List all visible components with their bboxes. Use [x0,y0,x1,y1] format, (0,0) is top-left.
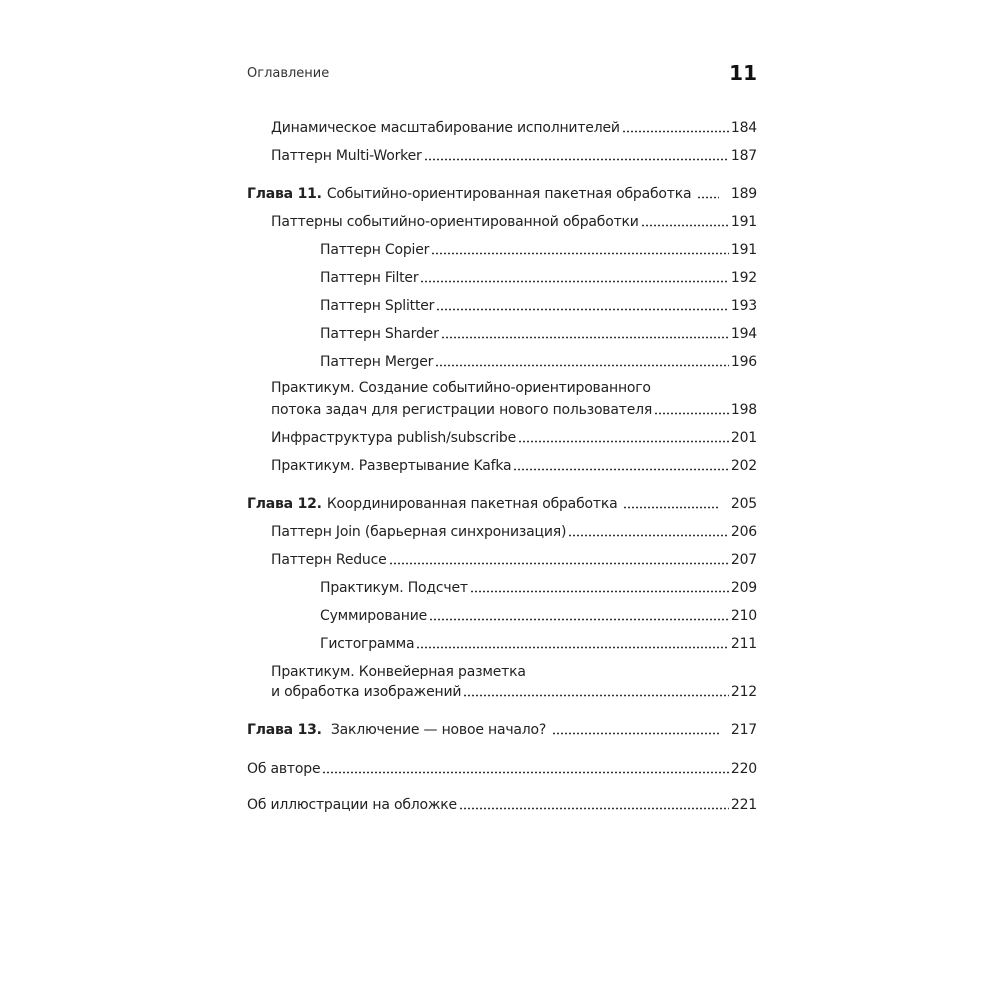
toc-entry[interactable] [271,118,757,138]
toc-entry[interactable] [320,268,757,288]
entry-page: 201 [730,430,757,446]
entry-title: Практикум. Подсчет [320,580,468,596]
dot-leader [322,771,729,774]
entry-page: 191 [730,242,757,258]
entry-page: 193 [730,298,757,314]
dot-leader [429,618,729,621]
entry-title: Событийно-ориентированная пакетная обработка [326,186,692,202]
toc-chapter-12[interactable] [247,494,757,514]
toc-entry[interactable] [271,428,757,448]
entry-title-line1: Практикум. Конвейерная разметка [271,664,526,680]
toc-entry[interactable] [271,212,757,232]
entry-page: 220 [730,761,757,777]
toc-entry[interactable] [320,634,757,654]
dot-leader [470,590,729,593]
entry-page: 196 [730,354,757,370]
toc-entry[interactable] [320,324,757,344]
chapter-label: Глава 13. [247,722,322,738]
entry-title: Суммирование [320,608,428,624]
entry-page: 221 [730,797,757,813]
entry-page: 210 [730,608,757,624]
entry-page: 198 [730,402,757,418]
entry-page: 205 [730,496,757,512]
toc-entry[interactable] [271,378,757,420]
chapter-label: Глава 12. [247,496,322,512]
toc-entry[interactable] [247,759,757,779]
entry-page: 194 [730,326,757,342]
entry-title: Паттерн Multi-Worker [271,148,422,164]
dot-leader [435,364,729,367]
dot-leader [568,534,729,537]
toc-entry[interactable] [320,606,757,626]
dot-leader [641,224,729,227]
toc-entry[interactable] [320,578,757,598]
toc-entry[interactable] [320,296,757,316]
dot-leader [459,807,729,810]
dot-leader [441,336,729,339]
toc-chapter-13[interactable] [247,720,757,740]
dot-leader [513,468,729,471]
toc-entry[interactable] [271,662,757,702]
entry-title: Гистограмма [320,636,415,652]
entry-page: 211 [730,636,757,652]
dot-leader [654,412,729,415]
dot-leader [623,506,718,509]
dot-leader [436,308,729,311]
toc-entry[interactable] [271,456,757,476]
dot-leader [416,646,728,649]
entry-title: Паттерн Join (барьерная синхронизация) [271,524,567,540]
entry-page: 187 [730,148,757,164]
entry-page: 189 [730,186,757,202]
entry-page: 202 [730,458,757,474]
dot-leader [389,562,729,565]
entry-title: Паттерны событийно-ориентированной обработки [271,214,639,230]
entry-title: Паттерн Filter [320,270,419,286]
entry-title: Координированная пакетная обработка [326,496,618,512]
page-number: 11 [729,61,757,85]
entry-title: Паттерн Merger [320,354,434,370]
section-title: Оглавление [247,66,330,81]
entry-title: Паттерн Sharder [320,326,439,342]
dot-leader [463,694,729,697]
entry-title-line1: Практикум. Создание событийно-ориентированного [271,380,651,396]
entry-title: Паттерн Reduce [271,552,387,568]
entry-title: Заключение — новое начало? [330,722,547,738]
toc-entry[interactable] [247,795,757,815]
entry-page: 207 [730,552,757,568]
dot-leader [420,280,728,283]
dot-leader [622,130,729,133]
dot-leader [552,732,719,735]
entry-title: Инфраструктура publish/subscribe [271,430,516,446]
dot-leader [424,158,729,161]
toc-chapter-11[interactable] [247,184,757,204]
dot-leader [697,196,718,199]
entry-title: Об авторе [247,761,321,777]
entry-title: Паттерн Splitter [320,298,435,314]
entry-page: 191 [730,214,757,230]
toc-entry[interactable] [320,240,757,260]
entry-title: Динамическое масштабирование исполнителей [271,120,620,136]
chapter-label: Глава 11. [247,186,322,202]
entry-title: Практикум. Развертывание Kafka [271,458,512,474]
toc-entry[interactable] [271,146,757,166]
entry-page: 212 [730,684,757,700]
entry-page: 209 [730,580,757,596]
entry-title: и обработка изображений [271,684,462,700]
toc-entry[interactable] [320,352,757,372]
entry-page: 184 [730,120,757,136]
entry-page: 192 [730,270,757,286]
entry-title: потока задач для регистрации нового пользователя [271,402,653,418]
toc-entry[interactable] [271,522,757,542]
entry-title: Паттерн Copier [320,242,430,258]
entry-page: 217 [730,722,757,738]
toc-entry[interactable] [271,550,757,570]
entry-title: Об иллюстрации на обложке [247,797,457,813]
entry-page: 206 [730,524,757,540]
dot-leader [431,252,729,255]
dot-leader [518,440,729,443]
